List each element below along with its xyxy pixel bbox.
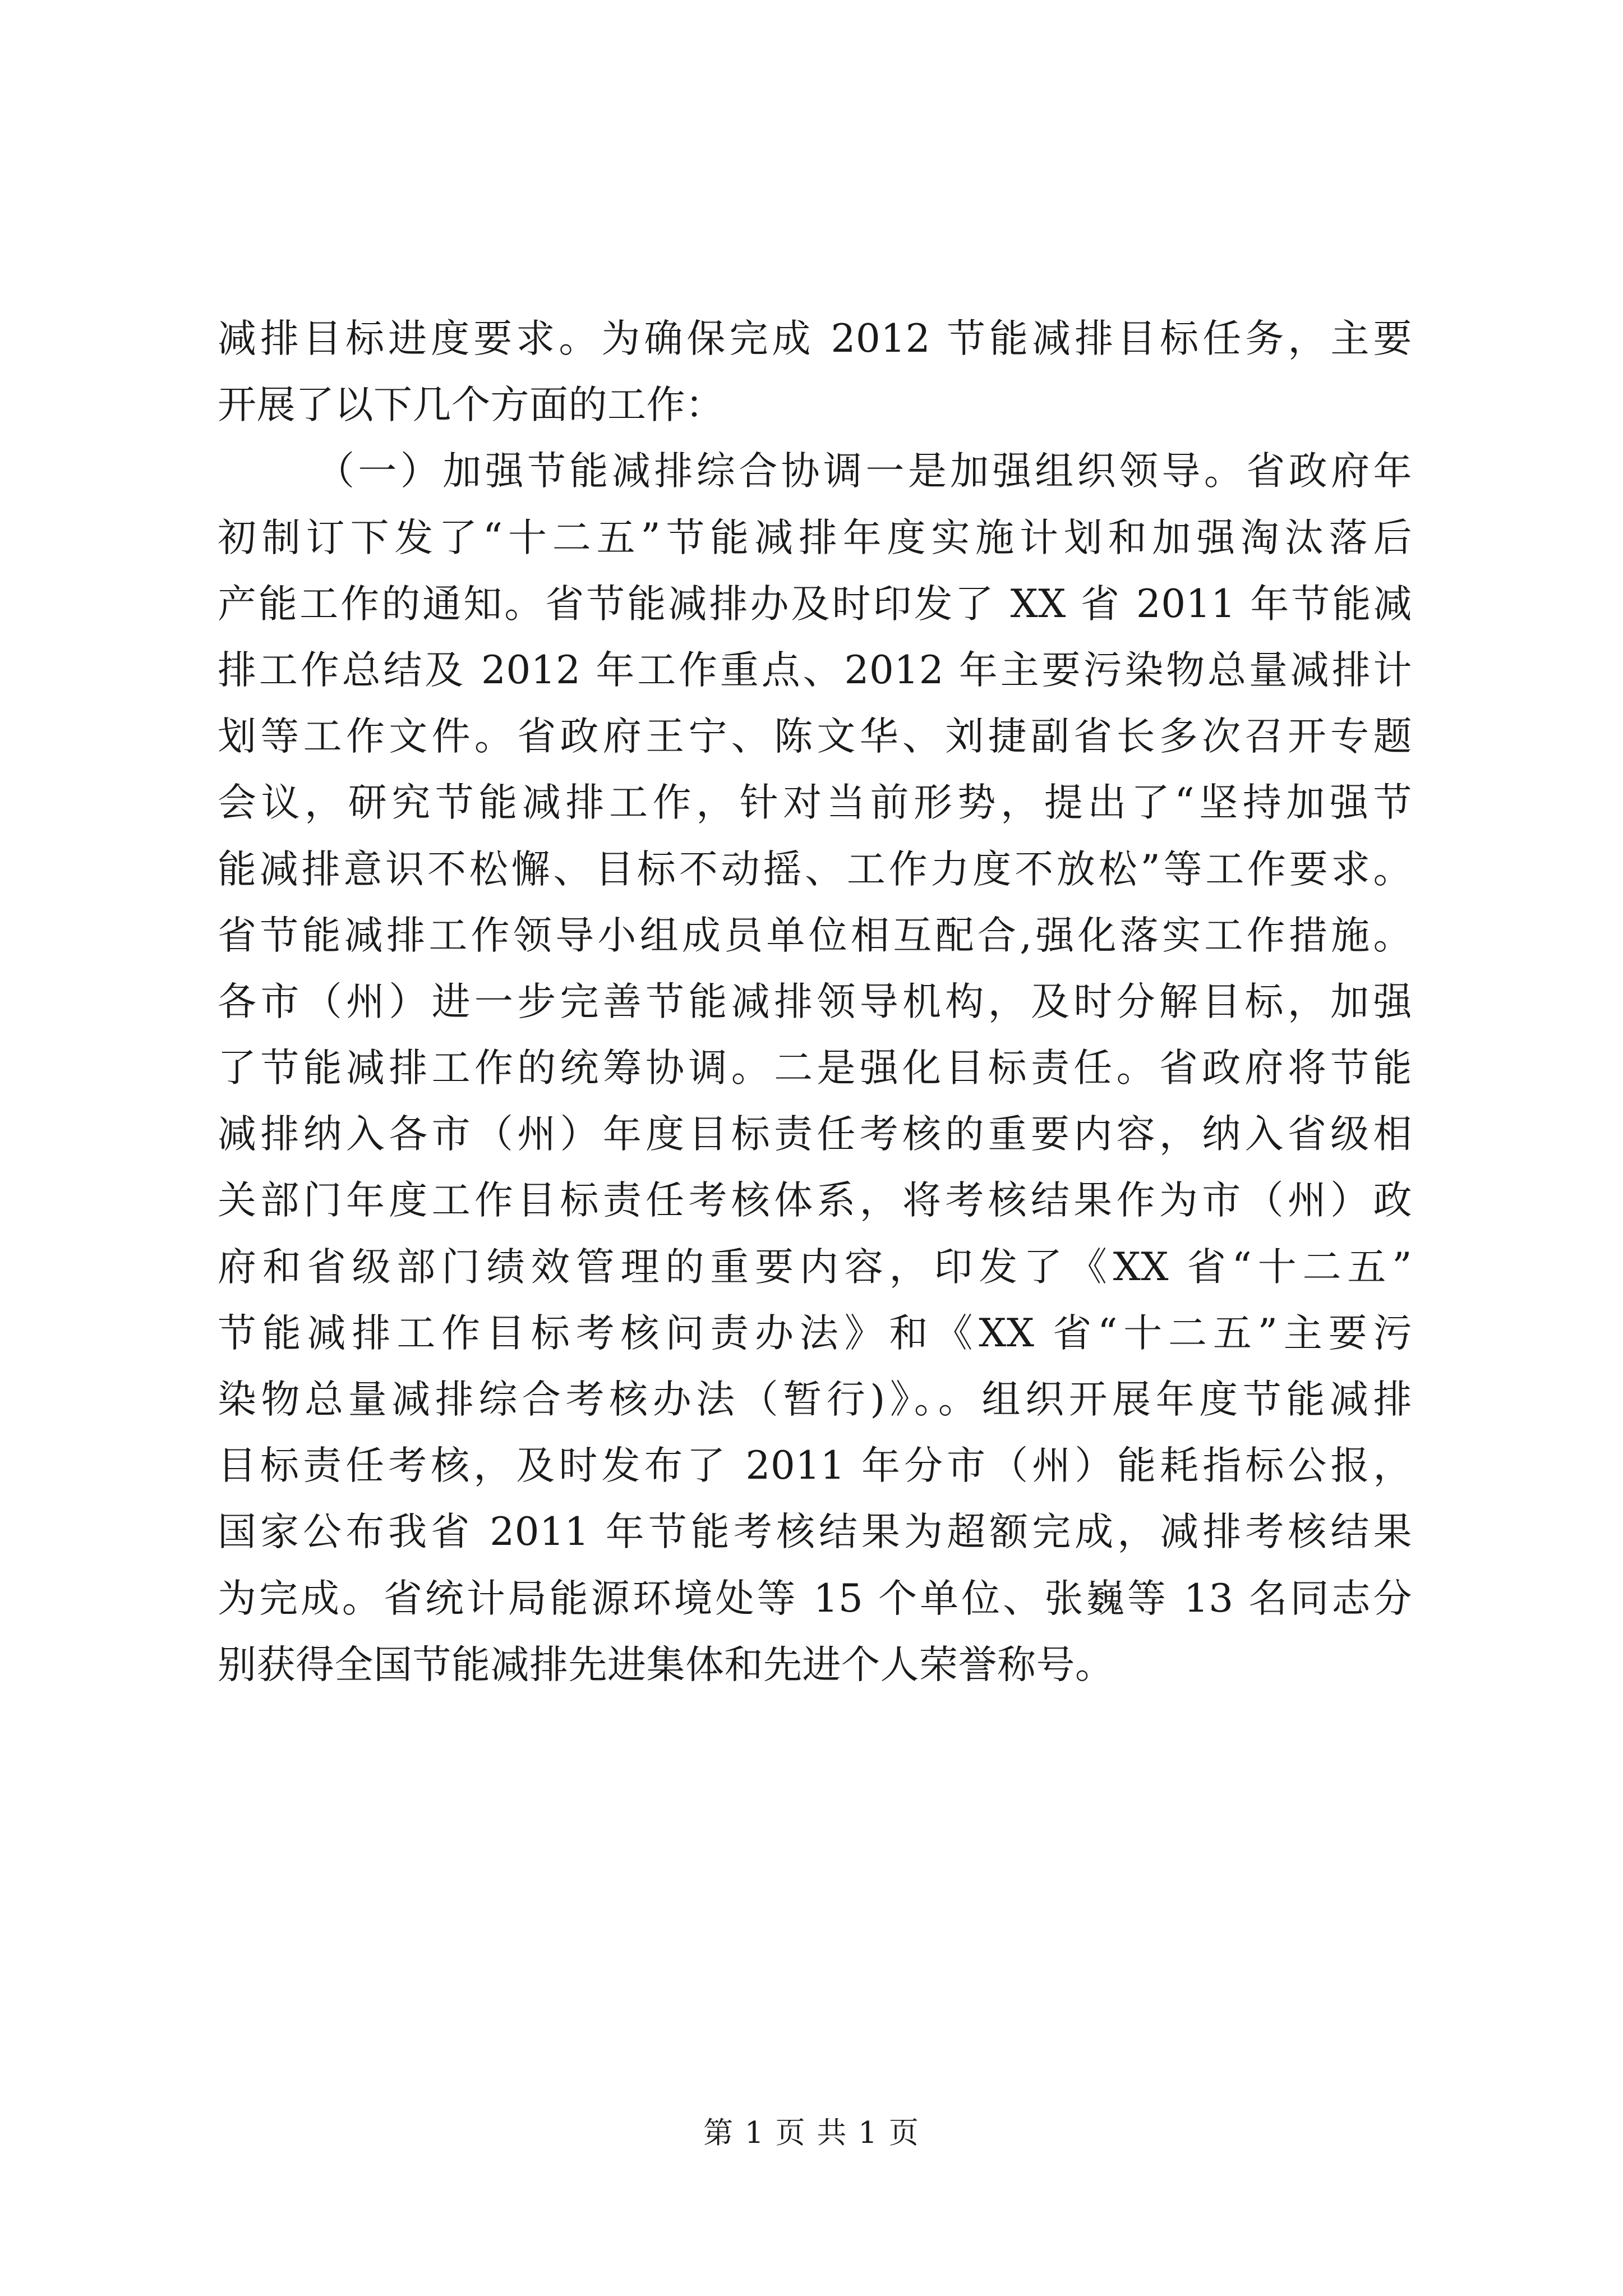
text-line: 为完成。省统计局能源环境处等 15 个单位、张巍等 13 名同志分	[218, 1576, 1412, 1621]
text-line: 减排纳入各市（州）年度目标责任考核的重要内容，纳入省级相	[218, 1112, 1412, 1157]
text-line: 目标责任考核，及时发布了 2011 年分市（州）能耗指标公报，	[218, 1443, 1412, 1489]
text-line: 会议，研究节能减排工作，针对当前形势，提出了“坚持加强节	[218, 780, 1412, 826]
text-line: 排工作总结及 2012 年工作重点、2012 年主要污染物总量减排计	[218, 647, 1412, 693]
text-line: 关部门年度工作目标责任考核体系，将考核结果作为市（州）政	[218, 1178, 1412, 1223]
text-line: 府和省级部门绩效管理的重要内容，印发了《XX 省“十二五”	[218, 1244, 1412, 1290]
text-line: 产能工作的通知。省节能减排办及时印发了 XX 省 2011 年节能减	[218, 581, 1412, 627]
text-line: 开展了以下几个方面的工作：	[218, 383, 725, 428]
text-line: 节能减排工作目标考核问责办法》和《XX 省“十二五”主要污	[218, 1310, 1412, 1356]
text-line: 染物总量减排综合考核办法（暂行)》。。组织开展年度节能减排	[218, 1377, 1412, 1422]
text-line: 别获得全国节能减排先进集体和先进个人荣誉称号。	[218, 1642, 1114, 1687]
text-line: 各市（州）进一步完善节能减排领导机构，及时分解目标，加强	[218, 979, 1412, 1024]
text-line: 省节能减排工作领导小组成员单位相互配合,强化落实工作措施。	[218, 913, 1412, 958]
body-text	[218, 306, 1412, 1698]
paragraph-first-line: （一）加强节能减排综合协调一是加强组织领导。省政府年	[316, 449, 1412, 494]
text-line: 能减排意识不松懈、目标不动摇、工作力度不放松”等工作要求。	[218, 846, 1412, 892]
text-line: 减排目标进度要求。为确保完成 2012 节能减排目标任务，主要	[218, 316, 1412, 361]
text-line: 国家公布我省 2011 年节能考核结果为超额完成，减排考核结果	[218, 1510, 1412, 1555]
text-line: 初制订下发了“十二五”节能减排年度实施计划和加强淘汰落后	[218, 515, 1412, 560]
text-line: 划等工作文件。省政府王宁、陈文华、刘捷副省长多次召开专题	[218, 714, 1412, 760]
page-number-footer: 第 1 页 共 1 页	[703, 2116, 920, 2150]
text-line: 了节能减排工作的统筹协调。二是强化目标责任。省政府将节能	[218, 1046, 1412, 1091]
